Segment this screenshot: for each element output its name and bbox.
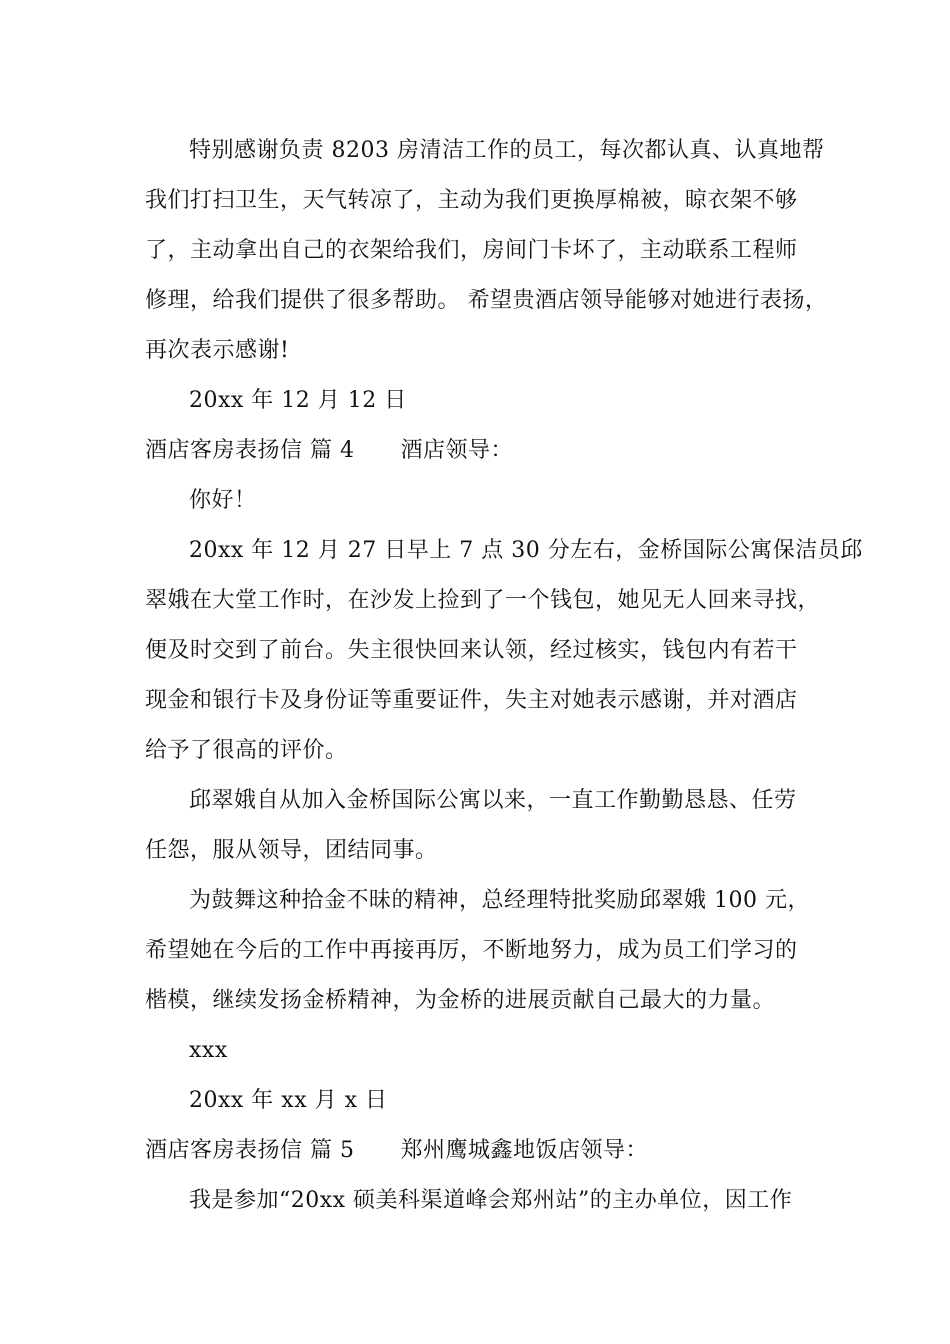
paragraph-line: 翠娥在大堂工作时，在沙发上捡到了一个钱包，她见无人回来寻找， [145,588,821,613]
section-greeting: 郑州鹰城鑫地饭店领导： [400,1138,648,1163]
paragraph-line: 邱翠娥自从加入金桥国际公寓以来，一直工作勤勤恳恳、任劳 [189,788,797,813]
paragraph-line: 20xx 年 12 月 27 日早上 7 点 30 分左右，金桥国际公寓保洁员邱 [189,538,863,563]
paragraph-line: 便及时交到了前台。失主很快回来认领，经过核实，钱包内有若干 [145,638,798,663]
section-heading-5 [145,1136,648,1166]
paragraph-line: 希望她在今后的工作中再接再厉，不断地努力，成为员工们学习的 [145,938,798,963]
section-heading-4 [145,436,513,466]
date-line: 20xx 年 12 月 12 日 [189,388,407,413]
salutation-line: 你好！ [189,488,257,513]
section-title: 酒店客房表扬信 篇 5 [145,1138,355,1163]
section-greeting: 酒店领导： [400,438,513,463]
paragraph-line: 特别感谢负责 8203 房清洁工作的员工，每次都认真、认真地帮 [189,138,825,163]
paragraph-line: 我是参加“20xx 硕美科渠道峰会郑州站”的主办单位，因工作 [189,1188,793,1213]
signature-line: xxx [189,1038,228,1063]
paragraph-line: 给予了很高的评价。 [145,738,348,763]
paragraph-line: 为鼓舞这种拾金不昧的精神，总经理特批奖励邱翠娥 100 元， [189,888,810,913]
date-line: 20xx 年 xx 月 x 日 [189,1088,388,1113]
paragraph-line: 任怨，服从领导，团结同事。 [145,838,438,863]
section-title: 酒店客房表扬信 篇 4 [145,438,355,463]
paragraph-line: 楷模，继续发扬金桥精神，为金桥的进展贡献自己最大的力量。 [145,988,776,1013]
paragraph-line: 了，主动拿出自己的衣架给我们，房间门卡坏了，主动联系工程师 [145,238,798,263]
paragraph-line: 我们打扫卫生，天气转凉了，主动为我们更换厚棉被，晾衣架不够 [145,188,798,213]
paragraph-line: 再次表示感谢! [145,338,290,363]
paragraph-line: 现金和银行卡及身份证等重要证件，失主对她表示感谢，并对酒店 [145,688,798,713]
paragraph-line: 修理，给我们提供了很多帮助。 希望贵酒店领导能够对她进行表扬， [145,288,828,313]
